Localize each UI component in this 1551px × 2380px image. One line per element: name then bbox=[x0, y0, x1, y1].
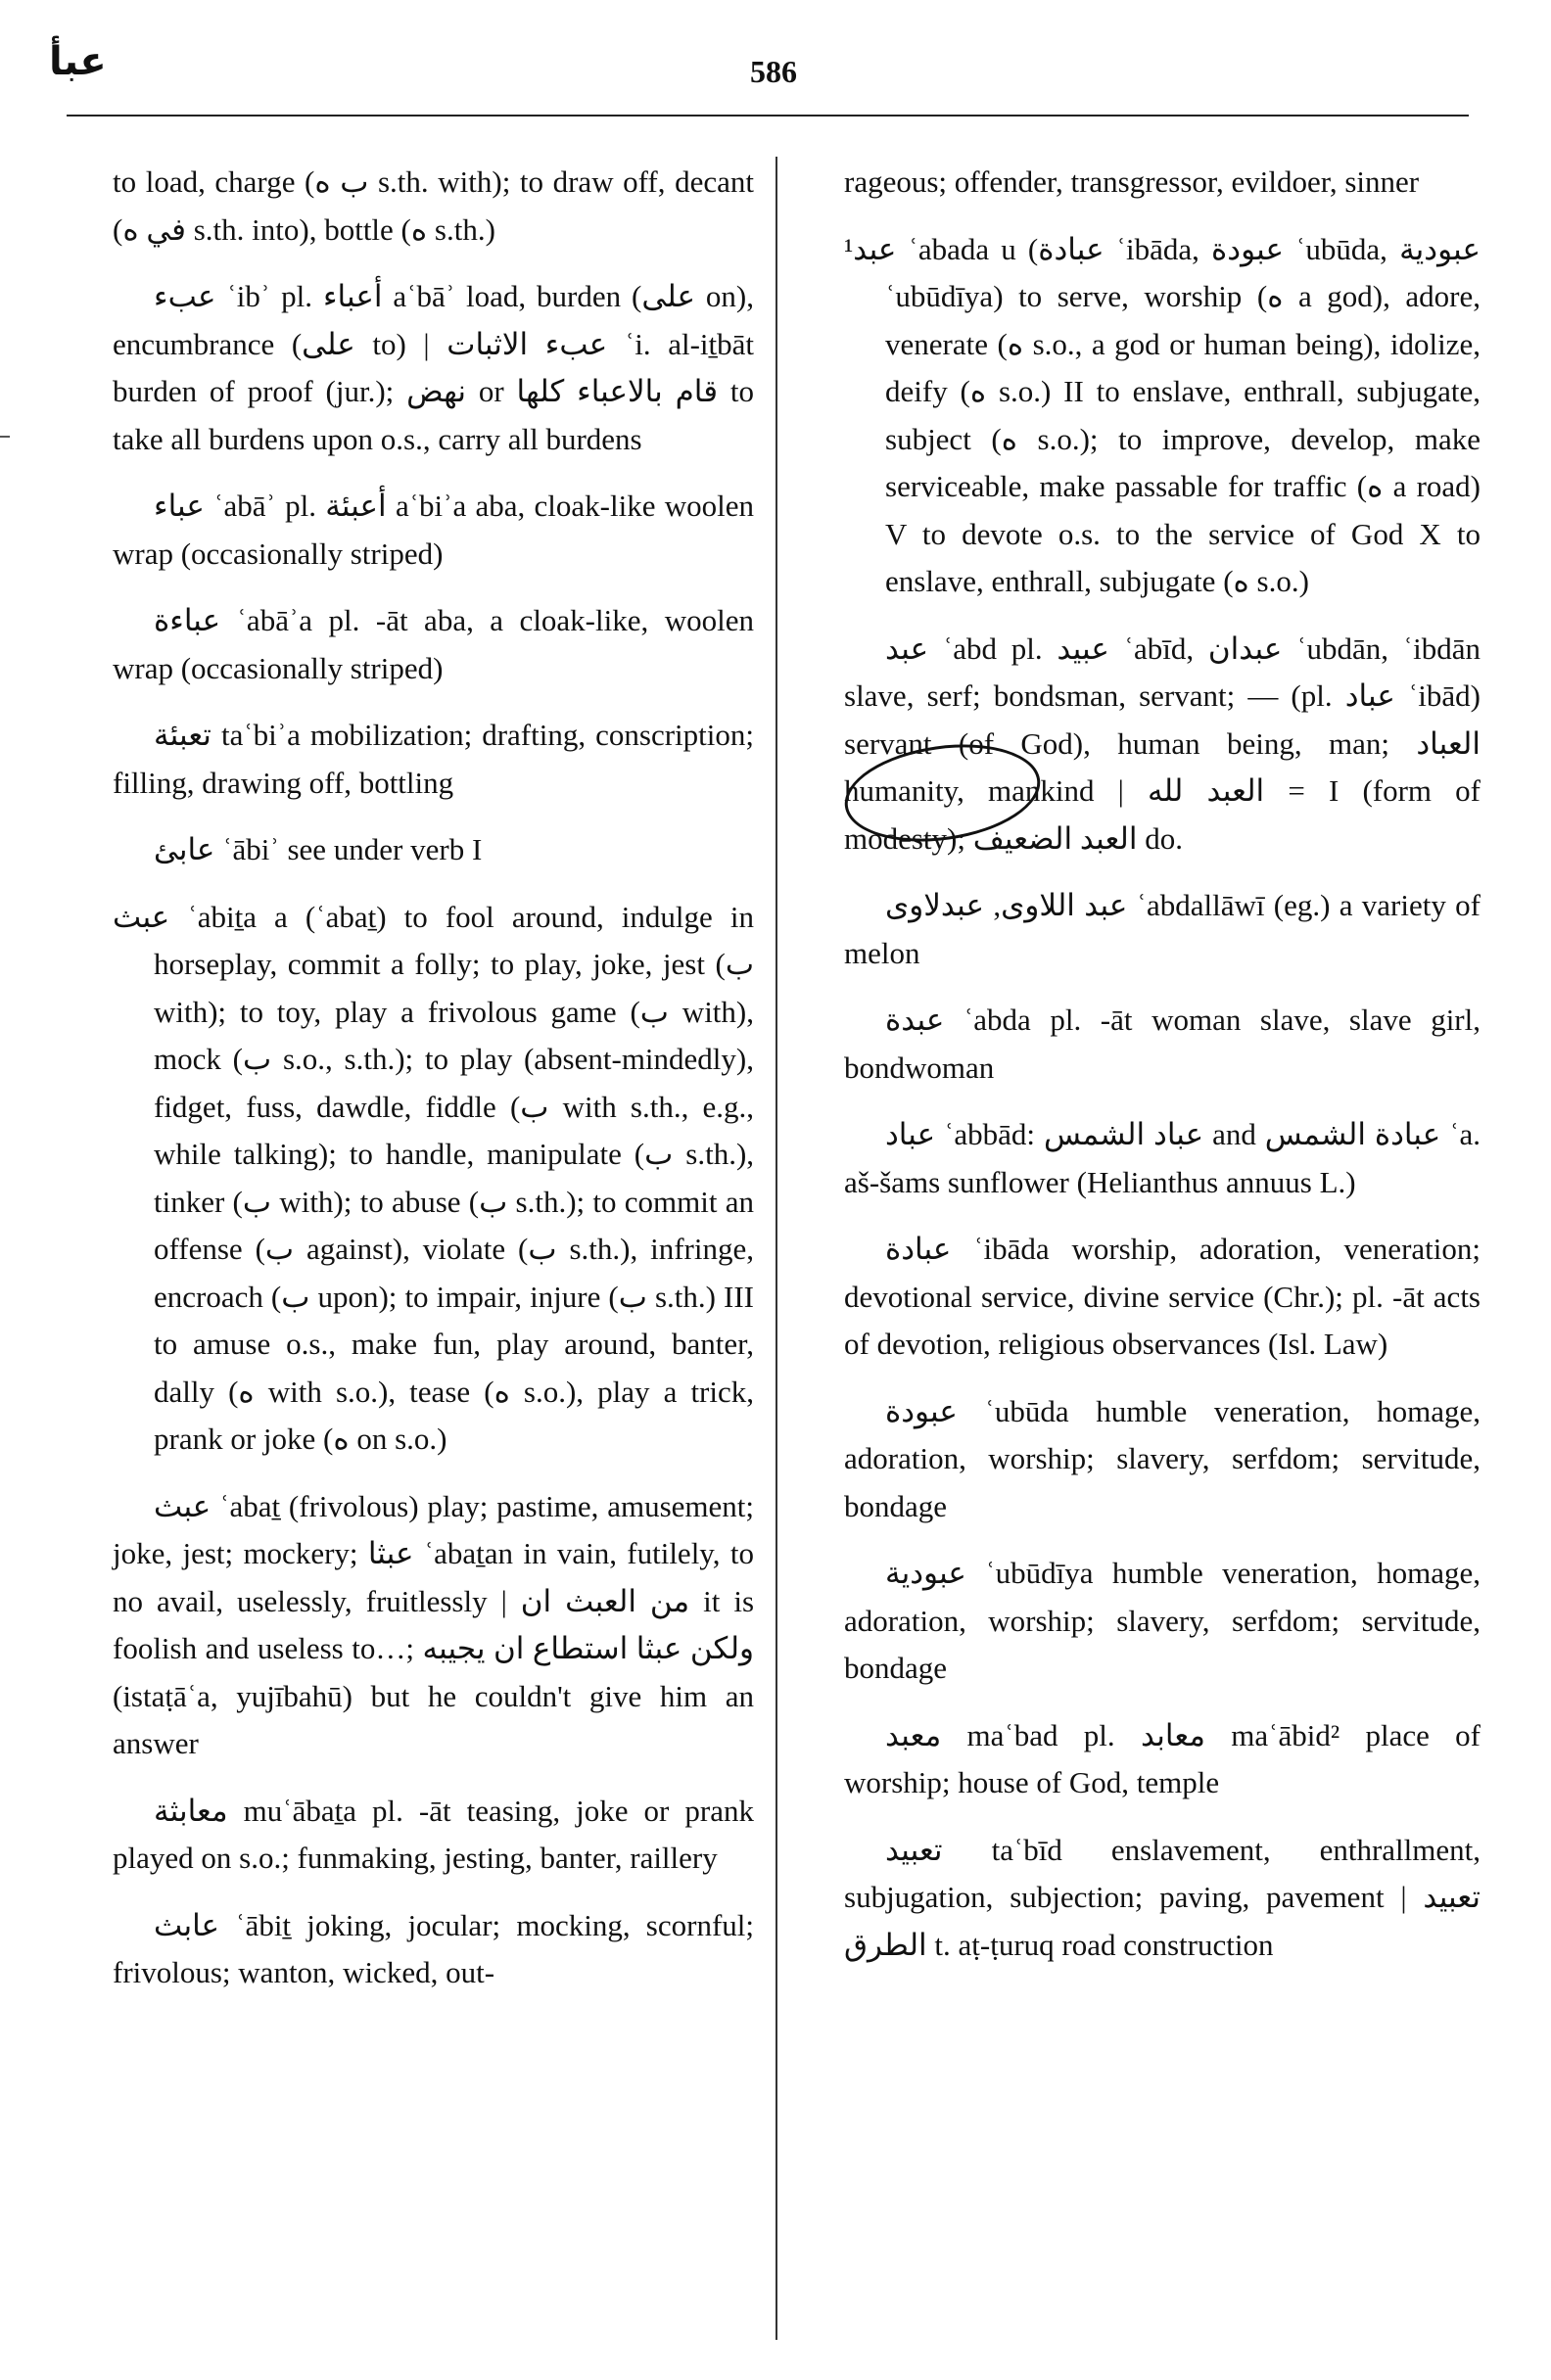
dictionary-entry: عبودة ʿubūda humble veneration, homage, adoration, worship; slavery, serfdom; servitude, bondage bbox=[844, 1393, 1480, 1523]
dictionary-root-entry: ¹عبد ʿabada u (عبادة ʿibāda, عبودة ʿubūda, عبودية ʿubūdīya) to serve, worship (ه a god), adore, venerate (ه s.o., a god or human being), idolize, deify (ه s.o.) II to enslave, enthrall, subjugate, subject (ه s.o.); to improve, develop, make serviceable, make passable for traffic (ه a road) V to devote o.s. to the service of God X to enslave, enthrall, subjugate (ه s.o.) bbox=[844, 231, 1480, 598]
dictionary-entry: to load, charge (ب ه s.th. with); to draw off, decant (في ه s.th. into), bottle (ه s.th.) bbox=[113, 164, 754, 247]
dictionary-entry: عابث ʿābiṯ joking, jocular; mocking, scornful; frivolous; wanton, wicked, out- bbox=[113, 1907, 754, 1989]
dictionary-entry: عباد ʿabbād: عباد الشمس and عبادة الشمس ʿa. aš-šams sunflower (Helianthus annuus L.) bbox=[844, 1117, 1480, 1199]
dictionary-entry: عبث ʿabaṯ (frivolous) play; pastime, amusement; joke, jest; mockery; عبثا ʿabaṯan in vain, futilely, to no avail, uselessly, fruitlessly | من العبث ان it is foolish and useless to…; ولكن عبثا استطاع ان يجيبه (istaṭāʿa, yujībahū) but he couldn't give him an answer bbox=[113, 1488, 755, 1760]
dictionary-entry: معبد maʿbad pl. معابد maʿābid² place of worship; house of God, temple bbox=[844, 1717, 1480, 1799]
column-divider bbox=[776, 157, 777, 2340]
left-column bbox=[113, 159, 754, 2017]
dictionary-entry: عبدة ʿabda pl. -āt woman slave, slave girl, bondwoman bbox=[844, 1003, 1480, 1085]
dictionary-entry: عبء ʿibʾ pl. أعباء aʿbāʾ load, burden (على on), encumbrance (على to) | عبء الاثبات ʿi. al-iṯbāt burden of proof (jur.); نهض or قام بالاعباء كلها to take all burdens upon o.s., carry all burdens bbox=[113, 279, 755, 456]
right-column bbox=[844, 159, 1480, 1988]
dictionary-entry: rageous; offender, transgressor, evildoer, sinner bbox=[844, 164, 1420, 199]
dictionary-entry: تعبئة taʿbiʾa mobilization; drafting, conscription; filling, drawing off, bottling bbox=[113, 718, 754, 800]
header-rule bbox=[67, 115, 1469, 117]
dictionary-entry: عباء ʿabāʾ pl. أعبئة aʿbiʾa aba, cloak-like woolen wrap (occasionally striped) bbox=[113, 489, 754, 571]
page-number: 586 bbox=[750, 54, 797, 89]
margin-mark bbox=[0, 436, 10, 438]
dictionary-entry: عابئ ʿābiʾ see under verb I bbox=[154, 832, 483, 866]
page-head-word: عبأ bbox=[49, 39, 107, 84]
dictionary-entry: عبد ʿabd pl. عبيد ʿabīd, عبدان ʿubdān, ʿibdān slave, serf; bondsman, servant; — (pl. عباد ʿibād) servant (of God), human being, man; العباد humanity, mankind | العبد لله = I (form of modesty); العبد الضعيف do. bbox=[844, 630, 1481, 856]
dictionary-entry: تعبيد taʿbīd enslavement, enthrallment, subjugation, subjection; paving, pavement | تعبيد الطرق t. aṭ-ṭuruq road construction bbox=[844, 1832, 1480, 1962]
dictionary-entry: عباءة ʿabāʾa pl. -āt aba, a cloak-like, woolen wrap (occasionally striped) bbox=[113, 603, 754, 685]
dictionary-entry: معابثة muʿābaṯa pl. -āt teasing, joke or prank played on s.o.; funmaking, jesting, banter, raillery bbox=[113, 1793, 754, 1875]
dictionary-root-entry: عبث ʿabiṯa a (ʿabaṯ) to fool around, indulge in horseplay, commit a folly; to play, joke, jest (ب with); to toy, play a frivolous game (ب with), mock (ب s.o., s.th.); to play (absent-mindedly), fidget, fuss, dawdle, fiddle (ب with s.th., e.g., while talking); to handle, manipulate (ب s.th.), tinker (ب with); to abuse (ب s.th.); to commit an offense (ب against), violate (ب s.th.), infringe, encroach (ب upon); to impair, injure (ب s.th.) III to amuse o.s., make fun, play around, banter, dally (ه with s.o.), tease (ه s.o.), play a trick, prank or joke (ه on s.o.) bbox=[113, 899, 755, 1456]
dictionary-entry: عبد اللاوى, عبدلاوى ʿabdallāwī (eg.) a variety of melon bbox=[844, 888, 1481, 970]
dictionary-entry: عبادة ʿibāda worship, adoration, veneration; devotional service, divine service (Chr.); pl. -āt acts of devotion, religious observances (Isl. Law) bbox=[844, 1232, 1480, 1361]
dictionary-entry: عبودية ʿubūdīya humble veneration, homage, adoration, worship; slavery, serfdom; servitude, bondage bbox=[844, 1556, 1480, 1685]
